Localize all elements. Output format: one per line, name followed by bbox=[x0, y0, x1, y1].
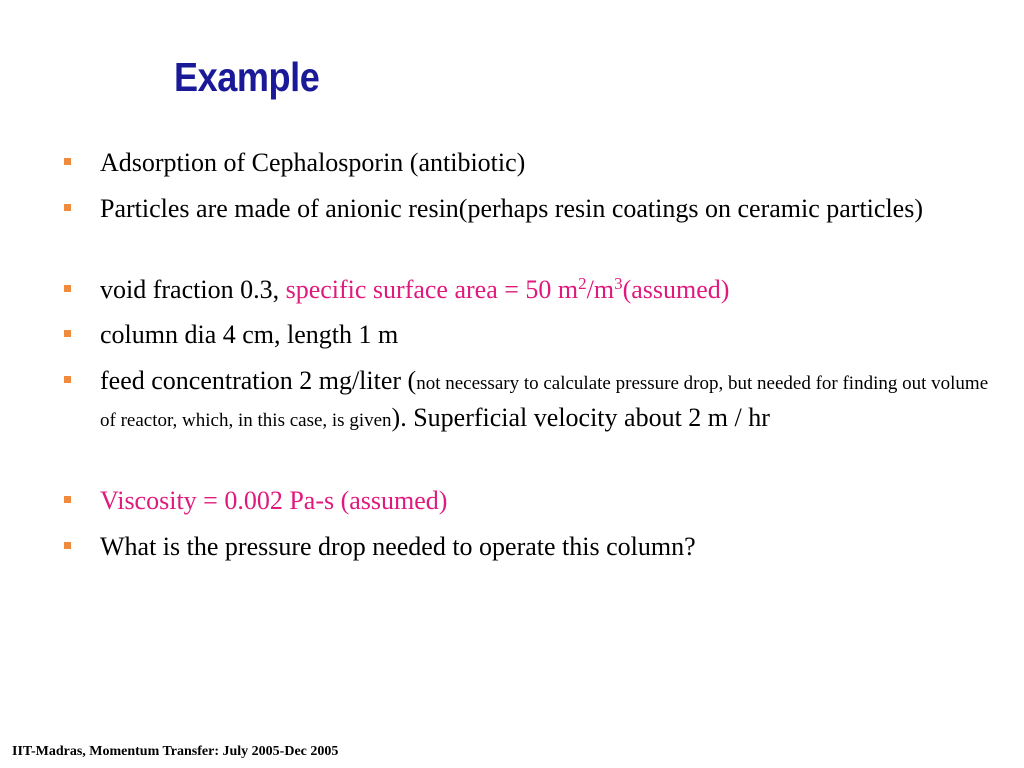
highlight-text: specific surface area = 50 m bbox=[285, 275, 579, 304]
bullet-item-feed-concentration bbox=[100, 364, 990, 438]
bullet-text: Particles are made of anionic resin(perhaps resin coatings on ceramic particles) bbox=[100, 194, 923, 223]
bullet-item-column-dia bbox=[100, 318, 1000, 352]
bullet-marker-icon bbox=[64, 204, 71, 211]
highlight-text: (assumed) bbox=[622, 275, 730, 304]
bullet-text: Adsorption of Cephalosporin (antibiotic) bbox=[100, 148, 526, 177]
bullet-item-question bbox=[100, 530, 1000, 564]
bullet-item-void-fraction bbox=[100, 273, 1000, 307]
slide-title: Example bbox=[174, 54, 320, 100]
superscript: 3 bbox=[614, 274, 623, 293]
bullet-marker-icon bbox=[64, 285, 71, 292]
bullet-marker-icon bbox=[64, 158, 71, 165]
bullet-item-adsorption bbox=[100, 146, 1000, 180]
bullet-marker-icon bbox=[64, 496, 71, 503]
bullet-marker-icon bbox=[64, 376, 71, 383]
bullet-text: feed concentration 2 mg/liter ( bbox=[100, 366, 417, 395]
bullet-text: ). Superficial velocity about 2 m / hr bbox=[391, 403, 770, 432]
highlight-text: /m bbox=[586, 275, 615, 304]
bullet-item-viscosity bbox=[100, 484, 1000, 518]
bullet-item-particles bbox=[100, 192, 1000, 226]
bullet-marker-icon bbox=[64, 330, 71, 337]
bullet-text: void fraction 0.3, bbox=[100, 275, 286, 304]
bullet-text: What is the pressure drop needed to operate this column? bbox=[100, 532, 696, 561]
bullet-marker-icon bbox=[64, 542, 71, 549]
bullet-text: column dia 4 cm, length 1 m bbox=[100, 320, 399, 349]
footer-text: IIT-Madras, Momentum Transfer: July 2005-Dec 2005 bbox=[12, 744, 339, 759]
superscript: 2 bbox=[578, 274, 587, 293]
bullet-text: Viscosity = 0.002 Pa-s (assumed) bbox=[100, 486, 448, 515]
small-note-text: not necessary to calculate pressure drop, but needed for finding out volume of reactor, which, in this case, is given bbox=[100, 373, 989, 431]
